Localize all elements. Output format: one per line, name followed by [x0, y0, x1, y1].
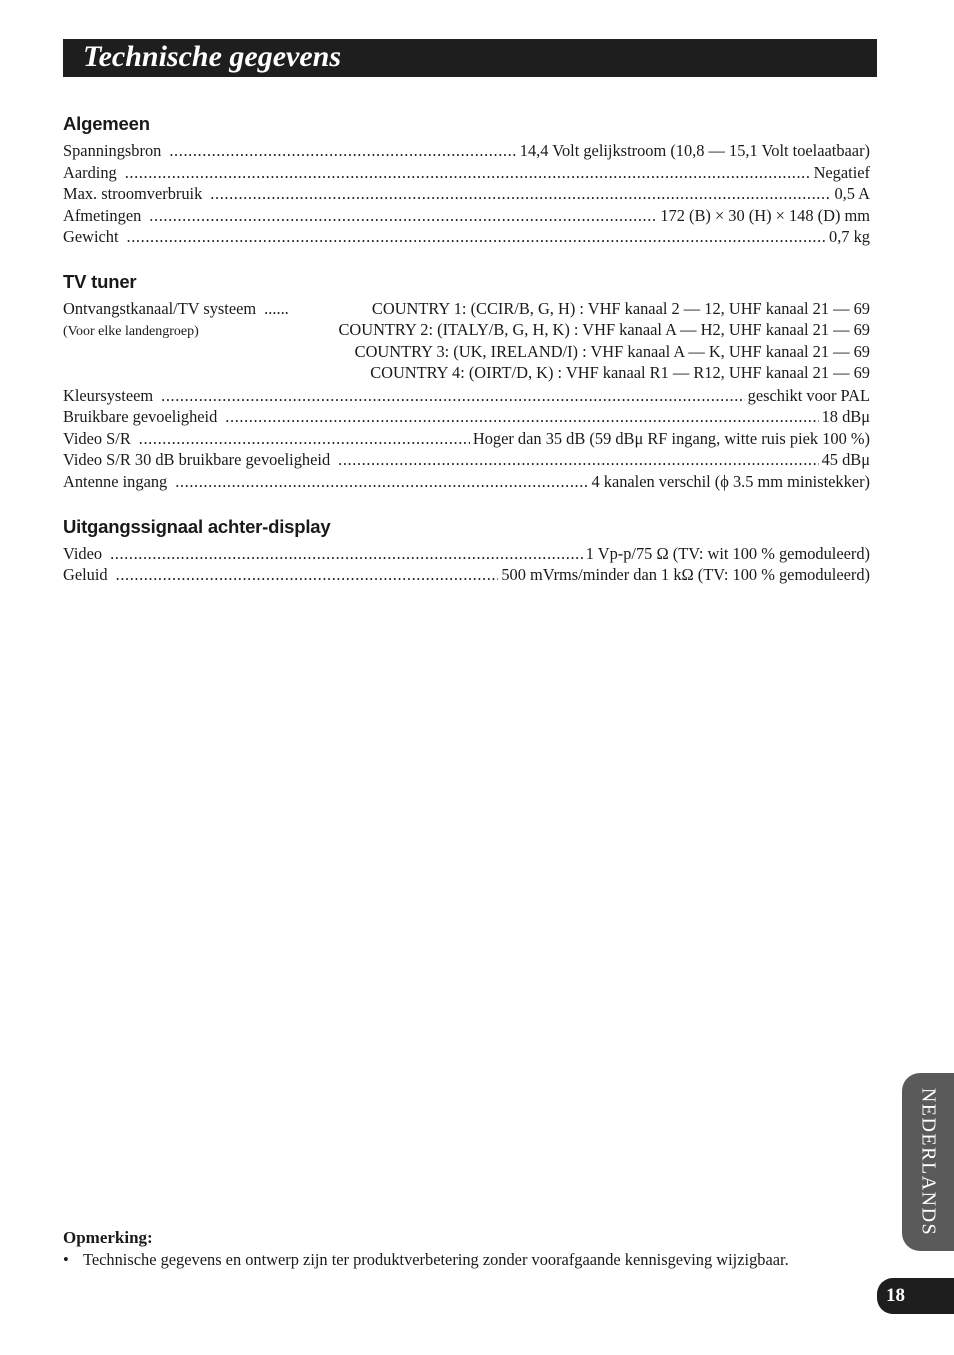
spec-label: Video S/R 30 dB bruikbare gevoeligheid	[63, 450, 331, 469]
spec-row-video-sr-30db	[63, 450, 870, 472]
spec-value: 0,5 A	[834, 184, 870, 203]
dot-leader	[149, 206, 657, 226]
page-title: Technische gegevens	[83, 40, 342, 73]
bullet: •	[63, 1250, 69, 1269]
language-tab-label: NEDERLANDS	[917, 1087, 940, 1237]
spec-sublabel: (Voor elke landengroep)	[63, 324, 199, 339]
spec-label: Kleursysteem	[63, 385, 154, 405]
short-leader: ......	[264, 298, 289, 318]
country-value: COUNTRY 2: (ITALY/B, G, H, K) : VHF kanaal A — H2, UHF kanaal 21 — 69	[338, 320, 870, 339]
page-number-label: 18	[886, 1285, 905, 1306]
dot-leader	[125, 163, 811, 183]
spec-value: Negatief	[813, 162, 870, 182]
dot-leader	[210, 184, 831, 204]
note-item	[63, 1250, 789, 1270]
spec-value: 4 kanalen verschil (ϕ 3.5 mm ministekker)	[591, 471, 870, 491]
spec-value: 172 (B) × 30 (H) × 148 (D) mm	[660, 205, 870, 225]
spec-label: Aarding	[63, 162, 117, 182]
dot-leader	[169, 141, 516, 161]
spec-row-country-2	[63, 320, 870, 342]
spec-label: Max. stroomverbruik	[63, 184, 203, 203]
dot-leader	[225, 407, 818, 427]
section-title-algemeen: Algemeen	[63, 113, 150, 134]
section-title-uitgang: Uitgangssignaal achter-display	[63, 516, 331, 537]
page-number	[877, 1278, 954, 1314]
spec-label: Antenne ingang	[63, 471, 168, 491]
note-title: Opmerking:	[63, 1228, 153, 1247]
spec-row-stroomverbruik	[63, 184, 870, 206]
dot-leader	[161, 386, 745, 406]
spec-value: 1 Vp-p/75 Ω (TV: wit 100 % gemoduleerd)	[585, 543, 870, 563]
dot-leader	[139, 429, 470, 449]
spec-value: Hoger dan 35 dB (59 dBμ RF ingang, witte ruis piek 100 %)	[472, 428, 870, 448]
section-title-tv-tuner: TV tuner	[63, 271, 137, 292]
spec-row-country-4	[63, 363, 870, 385]
dot-leader	[127, 227, 826, 247]
spec-value: 0,7 kg	[829, 227, 870, 246]
spec-row-video-sr	[63, 429, 870, 451]
spec-row-gevoeligheid	[63, 407, 870, 429]
spec-value: 45 dBμ	[821, 450, 870, 469]
spec-row-geluid	[63, 565, 870, 587]
country-value: COUNTRY 4: (OIRT/D, K) : VHF kanaal R1 — R12, UHF kanaal 21 — 69	[370, 363, 870, 382]
title-bar	[63, 39, 877, 77]
spec-value: 500 mVrms/minder dan 1 kΩ (TV: 100 % gemoduleerd)	[501, 565, 870, 584]
dot-leader	[175, 472, 588, 492]
spec-label: Afmetingen	[63, 205, 142, 225]
country-value: COUNTRY 3: (UK, IRELAND/I) : VHF kanaal A — K, UHF kanaal 21 — 69	[354, 341, 870, 361]
spec-row-gewicht	[63, 227, 870, 249]
spec-row-antenne	[63, 472, 870, 494]
dot-leader	[110, 544, 583, 564]
spec-label: Video S/R	[63, 428, 131, 448]
spec-row-country-1	[63, 299, 870, 321]
spec-row-video-out	[63, 544, 870, 566]
language-tab	[902, 1073, 954, 1251]
spec-label: Ontvangstkanaal/TV systeem	[63, 298, 257, 318]
note-text: Technische gegevens en ontwerp zijn ter produktverbetering zonder voorafgaande kennisgeving wijzigbaar.	[83, 1250, 789, 1269]
spec-value: geschikt voor PAL	[747, 385, 870, 405]
spec-value: 18 dBμ	[821, 407, 870, 426]
spec-label: Spanningsbron	[63, 141, 162, 160]
spec-row-kleursysteem	[63, 386, 870, 408]
spec-value: 14,4 Volt gelijkstroom (10,8 — 15,1 Volt toelaatbaar)	[519, 141, 870, 160]
dot-leader	[116, 565, 499, 585]
dot-leader	[338, 450, 818, 470]
spec-label: Bruikbare gevoeligheid	[63, 407, 218, 426]
spec-row-spanningsbron	[63, 141, 870, 163]
spec-label: Video	[63, 543, 103, 563]
spec-label: Gewicht	[63, 227, 119, 246]
country-value: COUNTRY 1: (CCIR/B, G, H) : VHF kanaal 2 — 12, UHF kanaal 21 — 69	[371, 298, 870, 318]
spec-label: Geluid	[63, 565, 108, 584]
spec-row-aarding	[63, 163, 870, 185]
spec-row-country-3	[63, 342, 870, 364]
spec-row-afmetingen	[63, 206, 870, 228]
